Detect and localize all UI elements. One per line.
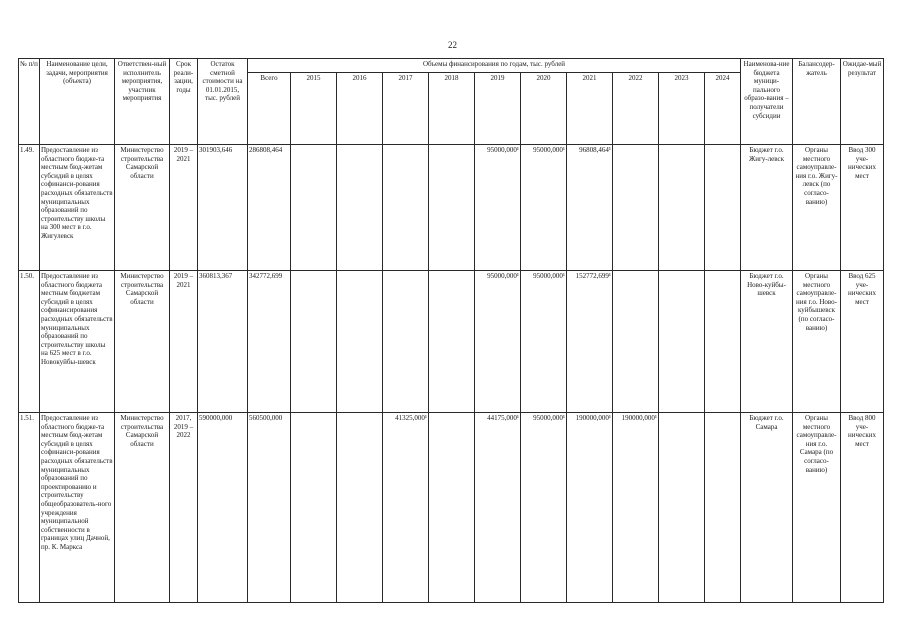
header-year: 2015 xyxy=(291,73,337,145)
row-year-value xyxy=(337,145,383,271)
header-year: 2016 xyxy=(337,73,383,145)
header-term: Срок реали-зации, годы xyxy=(170,59,198,145)
row-year-value: 190000,000¹ xyxy=(613,413,659,603)
row-year-value xyxy=(429,271,475,413)
row-responsible: Министерство строительства Самарской области xyxy=(115,271,170,413)
header-result: Ожидае-мый результат xyxy=(841,59,884,145)
row-num: 1.49. xyxy=(19,145,40,271)
row-result: Ввод 800 уче-нических мест xyxy=(841,413,884,603)
row-year-value: 95000,000¹ xyxy=(475,271,521,413)
header-row-1 xyxy=(19,59,884,73)
row-year-value xyxy=(659,145,705,271)
header-year: 2021 xyxy=(567,73,613,145)
row-beneficiary: Органы местного самоуправле-ния г.о. Жигу-левск (по согласо-ванию) xyxy=(793,145,841,271)
header-budget: Наименова-ние бюджета муници-пального образо-вания – получатели субсидии xyxy=(741,59,793,145)
row-remaining: 590000,000 xyxy=(198,413,248,603)
row-result: Ввод 300 уче-нических мест xyxy=(841,145,884,271)
header-year: 2022 xyxy=(613,73,659,145)
row-year-value: 95000,000¹ xyxy=(475,145,521,271)
header-year: 2018 xyxy=(429,73,475,145)
row-year-value: 95000,000¹ xyxy=(521,145,567,271)
row-beneficiary: Органы местного самоуправле-ния г.о. Ново-куйбышевск (по согласо-ванию) xyxy=(793,271,841,413)
row-responsible: Министерство строительства Самарской области xyxy=(115,145,170,271)
row-year-value xyxy=(337,271,383,413)
row-result: Ввод 625 уче-нических мест xyxy=(841,271,884,413)
row-year-value xyxy=(383,145,429,271)
row-responsible: Министерство строительства Самарской области xyxy=(115,413,170,603)
row-year-value: 190000,000¹ xyxy=(567,413,613,603)
row-name: Предоставление из областного бюдже-та местным бюд-жетам субсидий в целях софинанси-рования расходных обязательств муниципальных образований по строительству школы на 300 мест в г.о. Жигулевск xyxy=(40,145,115,271)
row-total: 560500,000 xyxy=(248,413,291,603)
row-year-value: 44175,000¹ xyxy=(475,413,521,603)
row-term: 2019 – 2021 xyxy=(170,145,198,271)
row-year-value xyxy=(291,271,337,413)
row-year-value xyxy=(659,271,705,413)
financing-table xyxy=(18,58,884,603)
row-year-value xyxy=(429,413,475,603)
header-year: 2019 xyxy=(475,73,521,145)
row-year-value xyxy=(613,145,659,271)
row-year-value xyxy=(291,145,337,271)
row-year-value xyxy=(705,271,741,413)
row-year-value: 95000,000¹ xyxy=(521,271,567,413)
row-budget: Бюджет г.о. Самара xyxy=(741,413,793,603)
header-total: Всего xyxy=(248,73,291,145)
row-year-value: 152772,699¹ xyxy=(567,271,613,413)
table-row xyxy=(19,413,884,603)
row-year-value xyxy=(383,271,429,413)
header-beneficiary: Балансодер-жатель xyxy=(793,59,841,145)
row-year-value xyxy=(291,413,337,603)
row-beneficiary: Органы местного самоуправле-ния г.о. Самара (по согласо-ванию) xyxy=(793,413,841,603)
header-responsible: Ответствен-ный исполнитель мероприятия, участник мероприятия xyxy=(115,59,170,145)
row-year-value xyxy=(613,271,659,413)
header-num: № п/п xyxy=(19,59,40,145)
table-row xyxy=(19,271,884,413)
header-year: 2017 xyxy=(383,73,429,145)
header-remaining: Остаток сметной стоимости на 01.01.2015, тыс. рублей xyxy=(198,59,248,145)
row-remaining: 360813,367 xyxy=(198,271,248,413)
row-budget: Бюджет г.о. Ново-куйбы-шевск xyxy=(741,271,793,413)
row-year-value: 41325,000¹ xyxy=(383,413,429,603)
header-year: 2020 xyxy=(521,73,567,145)
row-total: 342772,699 xyxy=(248,271,291,413)
row-total: 286808,464 xyxy=(248,145,291,271)
row-budget: Бюджет г.о. Жигу-левск xyxy=(741,145,793,271)
table-row xyxy=(19,145,884,271)
row-num: 1.50. xyxy=(19,271,40,413)
row-year-value xyxy=(705,145,741,271)
header-year: 2024 xyxy=(705,73,741,145)
page-number: 22 xyxy=(448,40,457,50)
row-term: 2017, 2019 – 2022 xyxy=(170,413,198,603)
row-year-value xyxy=(705,413,741,603)
header-volumes: Объемы финансирования по годам, тыс. рублей xyxy=(248,59,741,73)
row-year-value xyxy=(429,145,475,271)
header-year: 2023 xyxy=(659,73,705,145)
row-name: Предоставление из областного бюдже-та местным бюд-жетам субсидий в целях софинанси-рования расходных обязательств муниципальных образований по проектированию и строительству общеобразователь-ного учреждения муниципальной собственности в границах улиц Дачной, пр. К. Маркса xyxy=(40,413,115,603)
row-name: Предоставление из областного бюджета местным бюджетам субсидий в целях софинансирования расходных обязательств муниципальных образований по строительству школы на 625 мест в г.о. Новокуйбы-шевск xyxy=(40,271,115,413)
row-year-value xyxy=(337,413,383,603)
row-term: 2019 – 2021 xyxy=(170,271,198,413)
row-year-value xyxy=(659,413,705,603)
row-num: 1.51. xyxy=(19,413,40,603)
row-remaining: 301903,646 xyxy=(198,145,248,271)
row-year-value: 95000,000¹ xyxy=(521,413,567,603)
row-year-value: 96808,464¹ xyxy=(567,145,613,271)
header-name: Наименование цели, задачи, мероприятия (объекта) xyxy=(40,59,115,145)
